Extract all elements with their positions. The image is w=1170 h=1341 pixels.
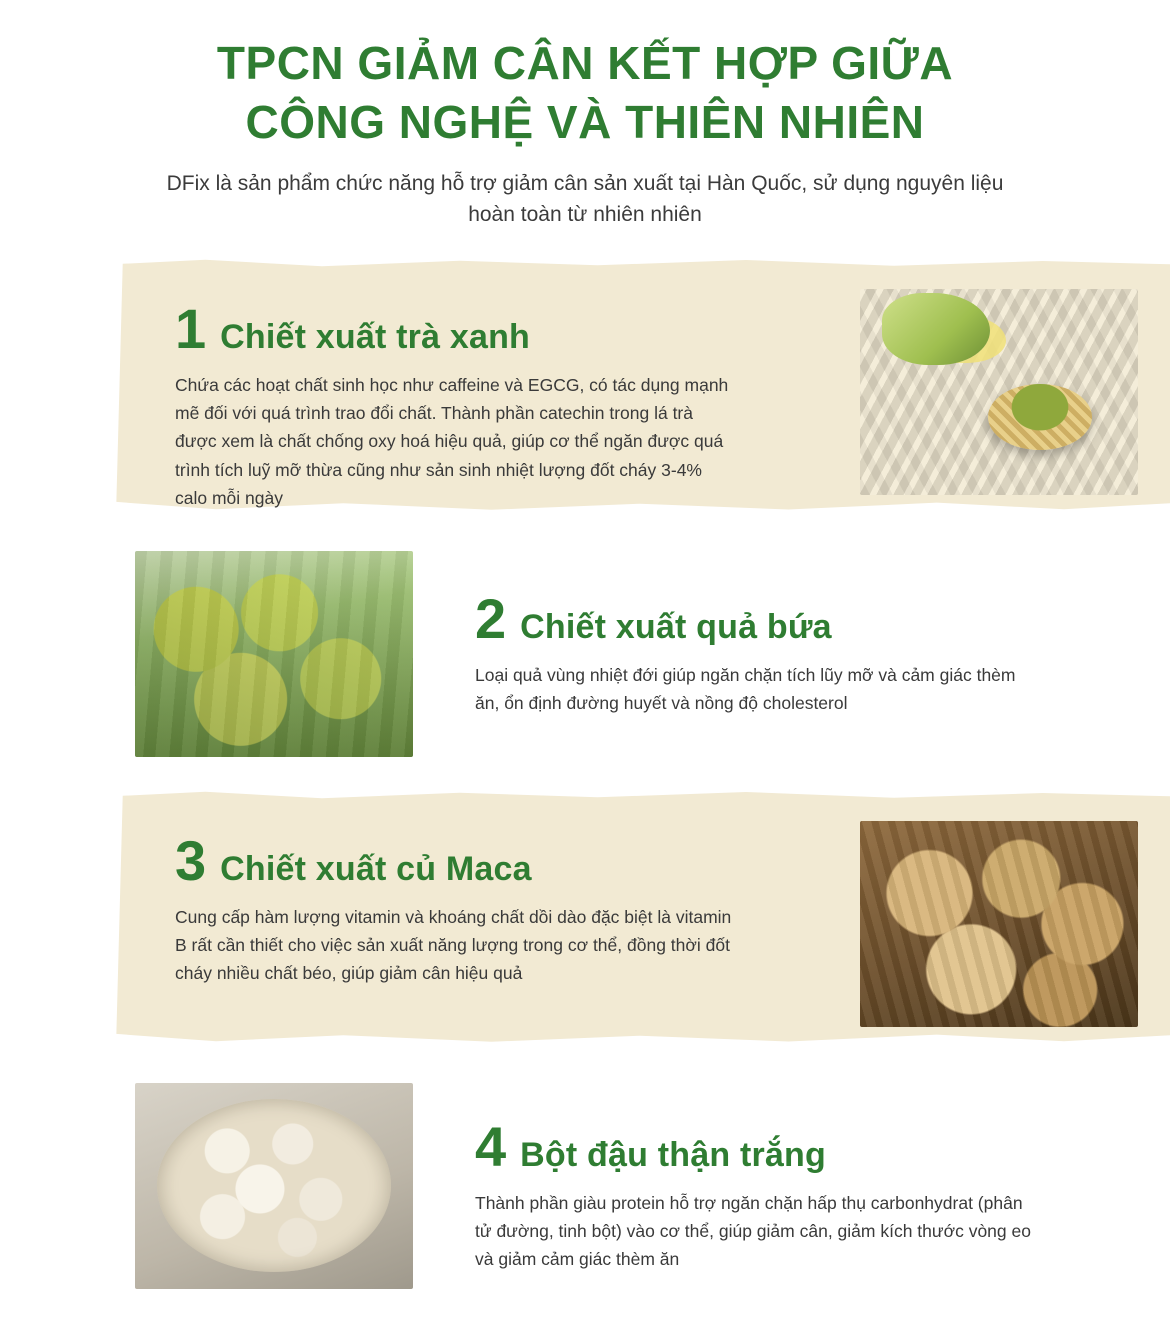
section-1-text bbox=[175, 283, 860, 530]
header bbox=[0, 0, 1170, 231]
page-title-line-2: CÔNG NGHỆ VÀ THIÊN NHIÊN bbox=[245, 95, 925, 148]
ingredient-section-4 bbox=[0, 1057, 1170, 1315]
green-tea-harvest-photo bbox=[860, 289, 1138, 495]
section-1-body: Chứa các hoạt chất sinh học như caffeine và EGCG, có tác dụng mạnh mẽ đối với quá trình trao đổi chất. Thành phần catechin trong lá trà được xem là chất chống oxy hoá hiệu quả, giúp cơ thể ngăn được quá trình tích luỹ mỡ thừa cũng như sản sinh nhiệt lượng đốt cháy 3-4% calo mỗi ngày bbox=[175, 374, 729, 509]
section-4-text bbox=[413, 1083, 1110, 1292]
section-3-body: Cung cấp hàm lượng vitamin và khoáng chất dồi dào đặc biệt là vitamin B rất cần thiết cho việc sản xuất năng lượng trong cơ thể, đồng thời đốt cháy nhiều chất béo, giúp giảm cân hiệu quả bbox=[175, 906, 732, 984]
section-4-title: Bột đậu thận trắng bbox=[520, 1135, 826, 1174]
page-title bbox=[135, 34, 1035, 152]
section-3-heading bbox=[175, 828, 832, 892]
section-3-text bbox=[175, 815, 860, 1006]
section-2-heading bbox=[475, 586, 1110, 650]
section-2-text bbox=[413, 551, 1110, 735]
ingredient-section-1 bbox=[0, 259, 1170, 517]
ingredient-section-3 bbox=[0, 791, 1170, 1049]
section-4-body: Thành phần giàu protein hỗ trợ ngăn chặn hấp thụ carbonhydrat (phân tử đường, tinh bột) vào cơ thể, giúp giảm cân, giảm kích thước vòng eo và giảm cảm giác thèm ăn bbox=[475, 1192, 1031, 1270]
tea-picker-figure bbox=[882, 293, 990, 365]
section-2-title: Chiết xuất quả bứa bbox=[520, 607, 832, 646]
section-1-title: Chiết xuất trà xanh bbox=[220, 317, 531, 356]
ingredient-sections bbox=[0, 259, 1170, 1315]
section-2-body: Loại quả vùng nhiệt đới giúp ngăn chặn tích lũy mỡ và cảm giác thèm ăn, ổn định đường huyết và nồng độ cholesterol bbox=[475, 664, 1016, 714]
section-2-number: 2 bbox=[475, 586, 507, 650]
section-3-title: Chiết xuất củ Maca bbox=[220, 849, 532, 888]
section-4-number: 4 bbox=[475, 1114, 507, 1178]
page-subtitle: DFix là sản phẩm chức năng hỗ trợ giảm cân sản xuất tại Hàn Quốc, sử dụng nguyên liệu hoàn toàn từ nhiên nhiên bbox=[166, 171, 1004, 227]
section-1-number: 1 bbox=[175, 296, 207, 360]
garcinia-fruit-photo bbox=[135, 551, 413, 757]
ingredient-section-2 bbox=[0, 525, 1170, 783]
section-3-number: 3 bbox=[175, 828, 207, 892]
maca-root-photo bbox=[860, 821, 1138, 1027]
section-4-heading bbox=[475, 1114, 1110, 1178]
section-1-heading bbox=[175, 296, 832, 360]
page-title-line-1: TPCN GIẢM CÂN KẾT HỢP GIỮA bbox=[216, 37, 954, 89]
white-kidney-beans-photo bbox=[135, 1083, 413, 1289]
